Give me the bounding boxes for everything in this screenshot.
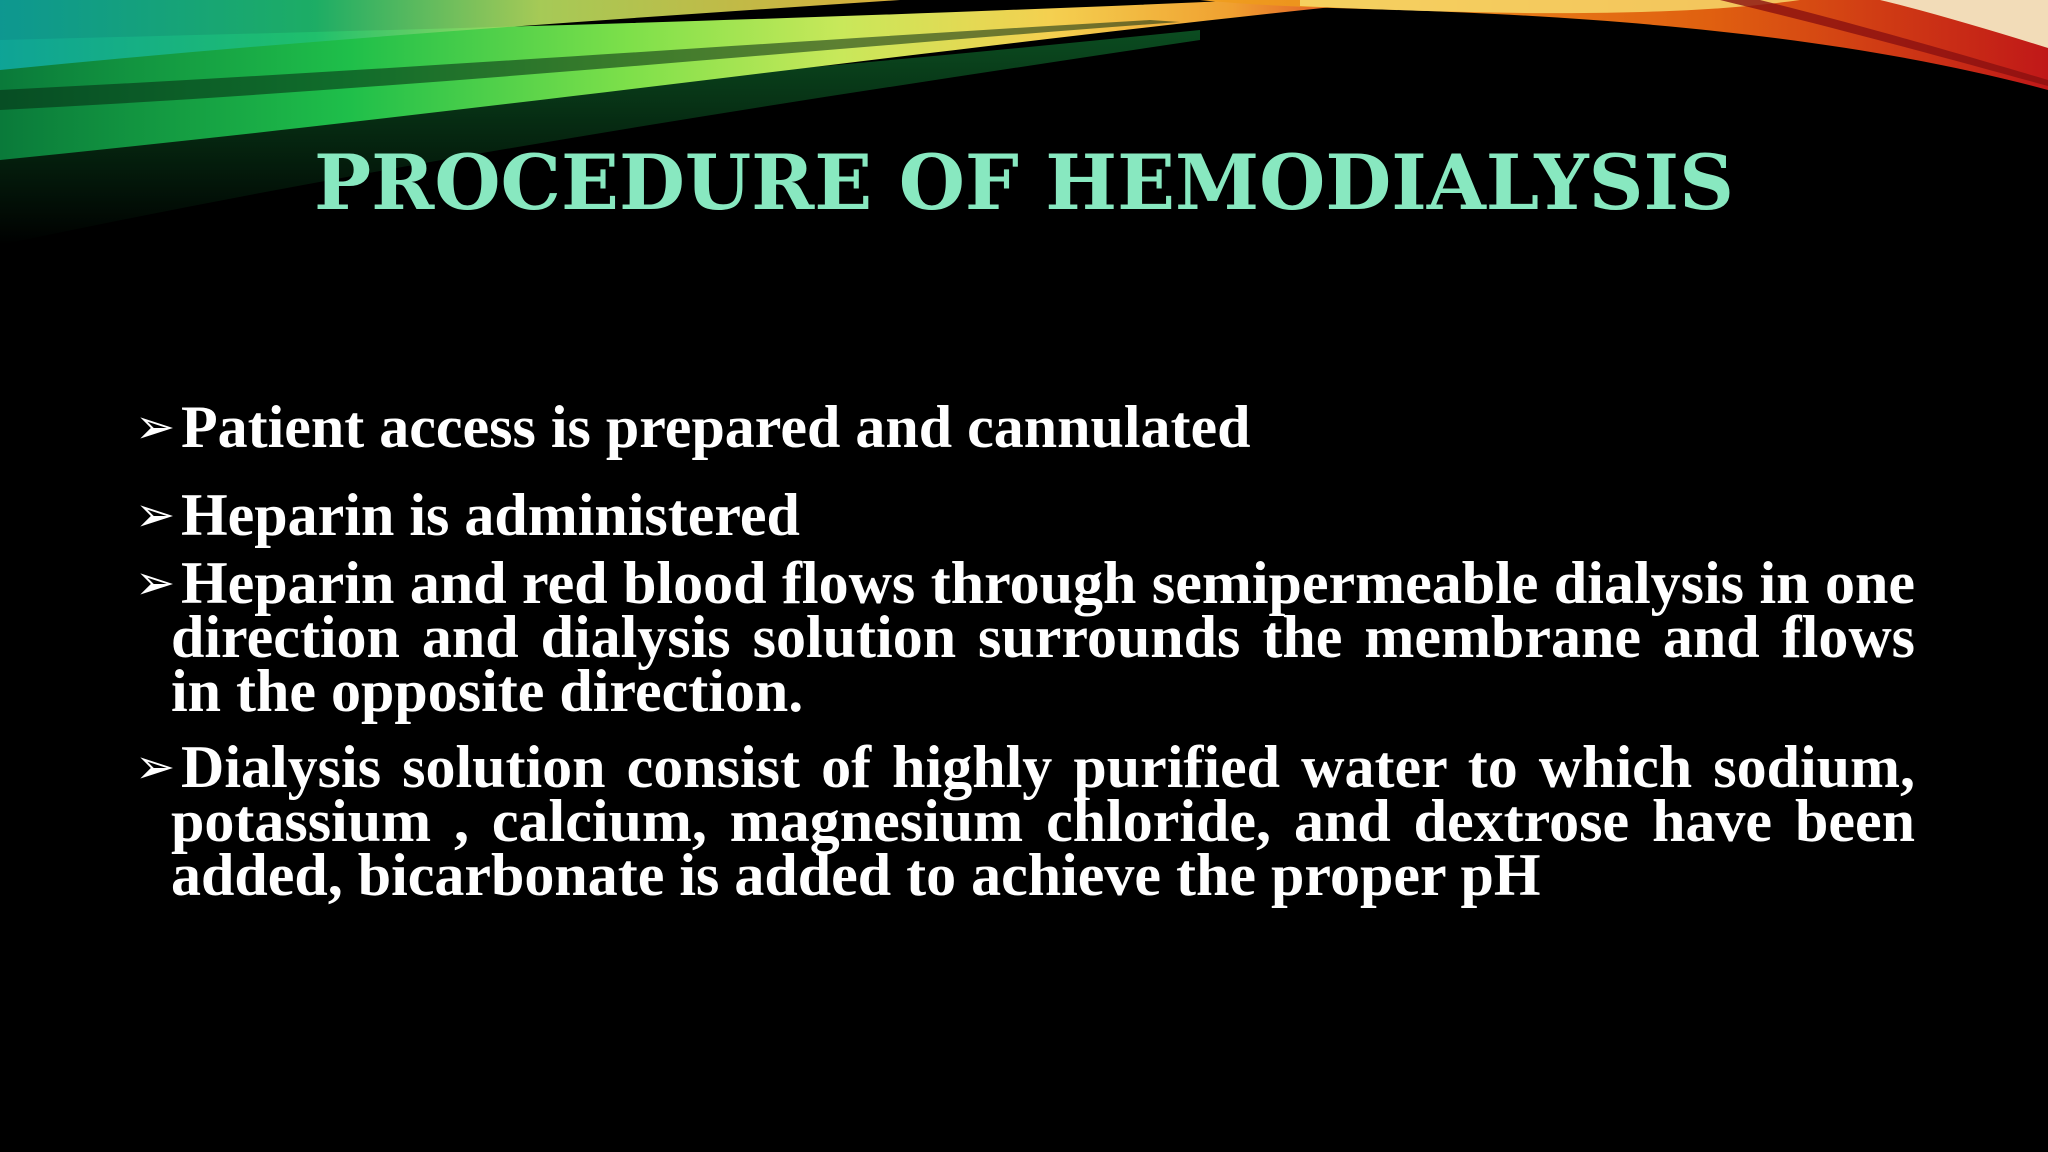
arrowhead-bullet-icon: ➢ [135, 399, 176, 455]
arrowhead-bullet-icon: ➢ [135, 739, 176, 795]
bullet-item [135, 482, 1915, 548]
bullet-text: Heparin and red blood flows through semipermeable dialysis in one direction and dialysis solution surrounds the membrane and flows in the opposite direction. [171, 550, 1915, 724]
bullet-item [135, 394, 1915, 460]
bullet-text: Dialysis solution consist of highly purified water to which sodium, potassium , calcium, magnesium chloride, and dextrose have been added, bicarbonate is added to achieve the proper pH [171, 734, 1915, 908]
bullet-item [135, 550, 1915, 724]
arrowhead-bullet-icon: ➢ [135, 487, 176, 543]
bullet-item [135, 734, 1915, 908]
bullet-text: Patient access is prepared and cannulated [181, 394, 1251, 460]
slide-title: PROCEDURE OF HEMODIALYSIS [314, 138, 1734, 227]
arrowhead-bullet-icon: ➢ [135, 555, 176, 611]
bullet-text: Heparin is administered [181, 482, 800, 548]
bullet-list [135, 394, 1915, 908]
